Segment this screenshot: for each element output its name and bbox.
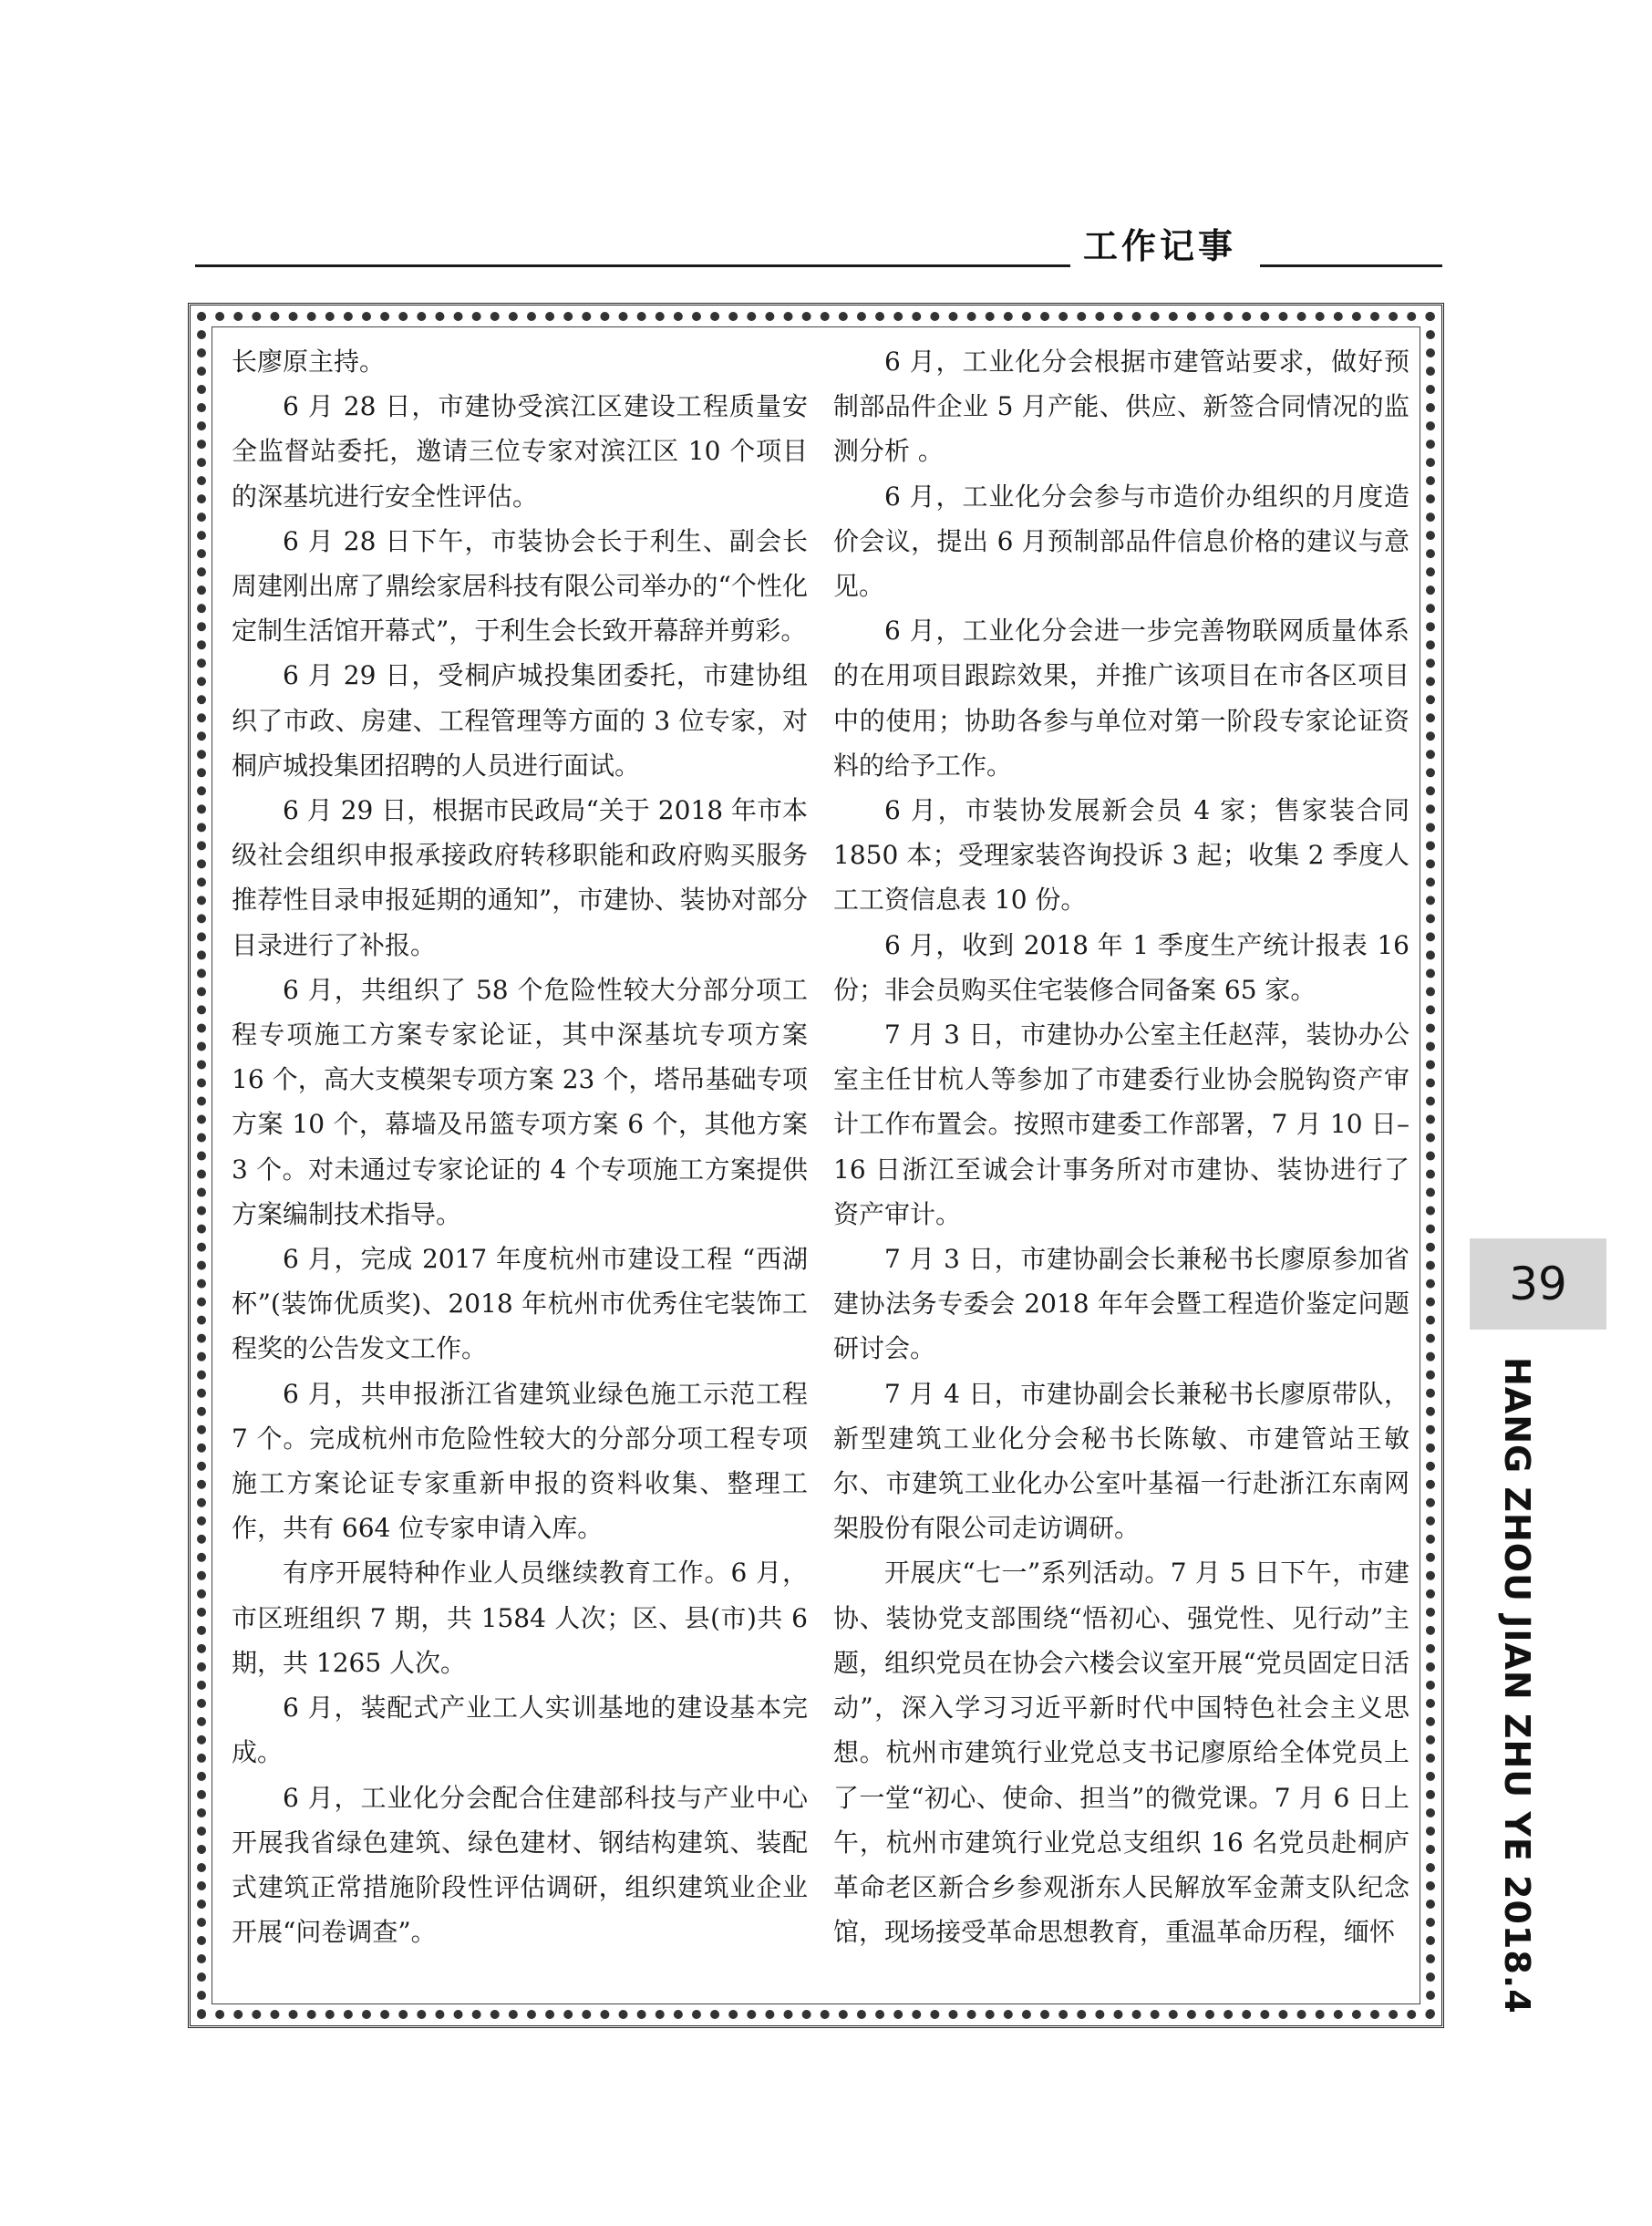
paragraph: 6 月 28 日，市建协受滨江区建设工程质量安全监督站委托，邀请三位专家对滨江区 10 个项目的深基坑进行安全性评估。 [232, 391, 808, 512]
paragraph: 6 月，收到 2018 年 1 季度生产统计报表 16 份；非会员购买住宅装修合同备案 65 家。 [833, 929, 1409, 1005]
paragraph: 6 月，完成 2017 年度杭州市建设工程 “西湖杯”(装饰优质奖)、2018 年杭州市优秀住宅装饰工程奖的公告发文工作。 [232, 1244, 808, 1364]
header-rule-right [1260, 264, 1442, 267]
paragraph: 6 月 29 日，受桐庐城投集团委托，市建协组织了市政、房建、工程管理等方面的 3 位专家，对桐庐城投集团招聘的人员进行面试。 [232, 660, 808, 781]
paragraph: 有序开展特种作业人员继续教育工作。6 月，市区班组织 7 期，共 1584 人次；区、县(市)共 6 期，共 1265 人次。 [232, 1558, 808, 1678]
left-column [232, 339, 808, 1954]
section-title: 工作记事 [1083, 226, 1237, 266]
paragraph: 6 月，装配式产业工人实训基地的建设基本完成。 [232, 1693, 808, 1768]
paragraph: 开展庆“七一”系列活动。7 月 5 日下午，市建协、装协党支部围绕“悟初心、强党性、见行动”主题，组织党员在协会六楼会议室开展“党员固定日活动”，深入学习习近平新时代中国特色社会主义思想。杭州市建筑行业党总支书记廖原给全体党员上了一堂“初心、使命、担当”的微党课。7 月 6 日上午，杭州市建筑行业党总支组织 16 名党员赴桐庐革命老区新合乡参观浙东人民解放军金萧支队纪念馆，现场接受革命思想教育，重温革命历程，缅怀 [833, 1558, 1409, 1948]
right-column [833, 339, 1409, 1954]
paragraph: 6 月 28 日下午，市装协会长于利生、副会长周建刚出席了鼎绘家居科技有限公司举办的“个性化定制生活馆开幕式”，于利生会长致开幕辞并剪彩。 [232, 525, 808, 647]
paragraph: 长廖原主持。 [232, 347, 386, 377]
paragraph: 6 月，工业化分会参与市造价办组织的月度造价会议，提出 6 月预制部品件信息价格的建议与意见。 [833, 481, 1409, 602]
paragraph: 6 月，工业化分会进一步完善物联网质量体系的在用项目跟踪效果，并推广该项目在市各区项目中的使用；协助各参与单位对第一阶段专家论证资料的给予工作。 [833, 616, 1409, 781]
paragraph: 6 月，共申报浙江省建筑业绿色施工示范工程 7 个。完成杭州市危险性较大的分部分项工程专项施工方案论证专家重新申报的资料收集、整理工作，共有 664 位专家申请入库。 [232, 1378, 808, 1544]
paragraph: 6 月，工业化分会配合住建部科技与产业中心开展我省绿色建筑、绿色建材、钢结构建筑、装配式建筑正常措施阶段性评估调研，组织建筑业企业开展“问卷调查”。 [232, 1782, 808, 1948]
paragraph: 6 月，共组织了 58 个危险性较大分部分项工程专项施工方案专家论证，其中深基坑专项方案 16 个，高大支模架专项方案 23 个，塔吊基础专项方案 10 个，幕墙及吊篮专项方案 6 个，其他方案 3 个。对未通过专家论证的 4 个专项施工方案提供方案编制技术指导。 [232, 974, 808, 1229]
paragraph: 6 月 29 日，根据市民政局“关于 2018 年市本级社会组织申报承接政府转移职能和政府购买服务推荐性目录申报延期的通知”，市建协、装协对部分目录进行了补报。 [232, 795, 808, 960]
page-number: 39 [1509, 1258, 1567, 1310]
paragraph: 6 月，工业化分会根据市建管站要求，做好预制部品件企业 5 月产能、供应、新签合同情况的监测分析 。 [833, 347, 1409, 467]
page-number-tab [1470, 1238, 1606, 1330]
paragraph: 7 月 3 日，市建协办公室主任赵萍，装协办公室主任甘杭人等参加了市建委行业协会脱钩资产审计工作布置会。按照市建委工作部署，7 月 10 日–16 日浙江至诚会计事务所对市建协、装协进行了资产审计。 [833, 1020, 1409, 1229]
paragraph: 7 月 4 日，市建协副会长兼秘书长廖原带队，新型建筑工业化分会秘书长陈敏、市建管站王敏尔、市建筑工业化办公室叶基福一行赴浙江东南网架股份有限公司走访调研。 [833, 1378, 1409, 1544]
header-rule-left [195, 264, 1070, 267]
magazine-title-vertical: HANG ZHOU JIAN ZHU YE 2018.4 [1497, 1357, 1537, 2014]
paragraph: 6 月，市装协发展新会员 4 家；售家装合同 1850 本；受理家装咨询投诉 3 起；收集 2 季度人工工资信息表 10 份。 [833, 795, 1409, 916]
paragraph: 7 月 3 日，市建协副会长兼秘书长廖原参加省建协法务专委会 2018 年年会暨工程造价鉴定问题研讨会。 [833, 1244, 1409, 1364]
